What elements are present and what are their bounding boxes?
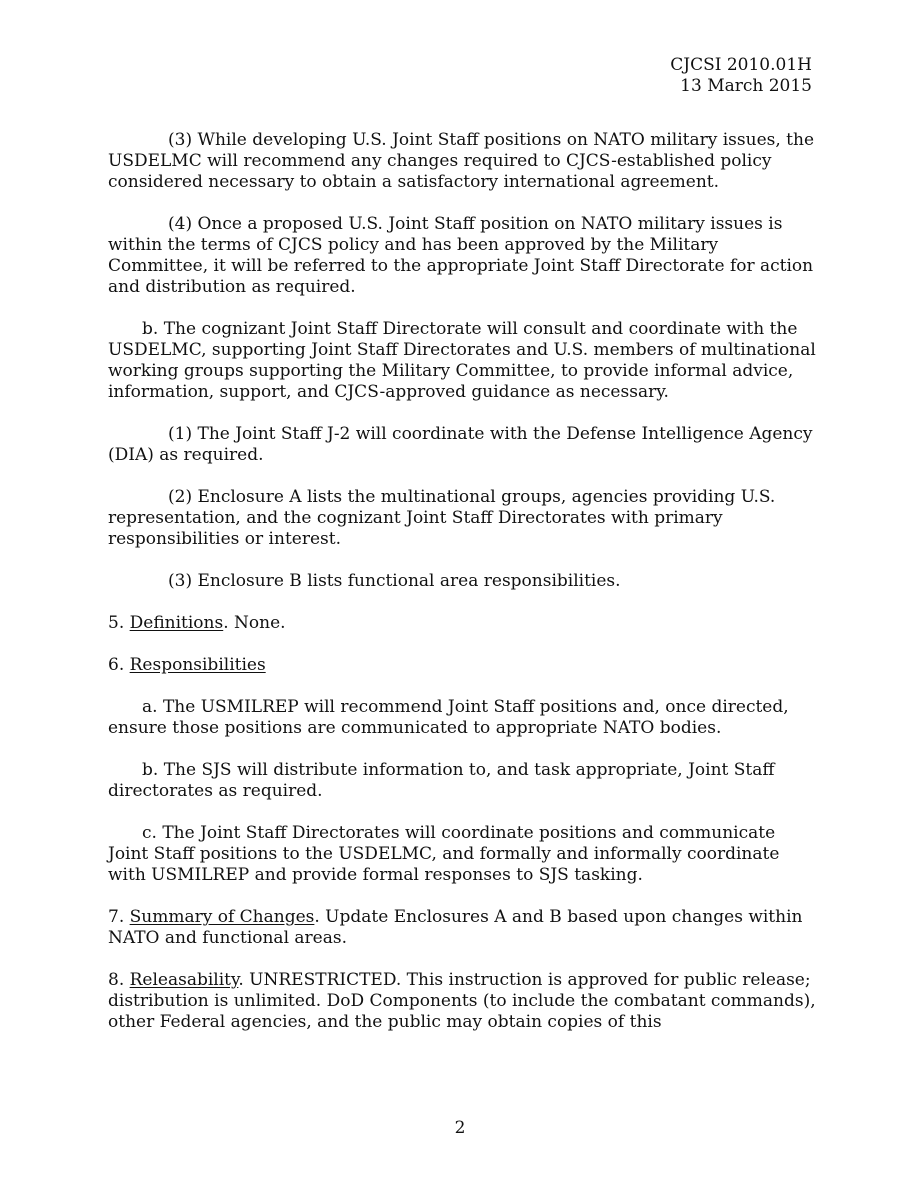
section-7-number: 7. [108, 907, 130, 927]
document-number: CJCSI 2010.01H [670, 55, 812, 75]
paragraph-6b: b. The SJS will distribute information to, and task appropriate, Joint Staff directorates as required. [108, 760, 775, 801]
section-5-text: . None. [223, 613, 286, 633]
document-body [108, 130, 820, 1054]
section-6-responsibilities [108, 655, 820, 676]
section-7-text: . Update Enclosures A and B based upon changes within NATO and functional areas. [108, 907, 803, 948]
section-8-releasability [108, 970, 820, 1033]
section-8-number: 8. [108, 970, 130, 990]
document-header [670, 55, 812, 97]
section-6-title: Responsibilities [129, 655, 266, 675]
paragraph-a4: (4) Once a proposed U.S. Joint Staff position on NATO military issues is within the terms of CJCS policy and has been approved by the Military Committee, it will be referred to the appropriate Joint Staff Directorate for action and distribution as required. [108, 214, 814, 297]
paragraph-6c: c. The Joint Staff Directorates will coordinate positions and communicate Joint Staff positions to the USDELMC, and formally and informally coordinate with USMILREP and provide formal responses to SJS tasking. [108, 823, 780, 885]
paragraph-b1: (1) The Joint Staff J-2 will coordinate with the Defense Intelligence Agency (DIA) as required. [108, 424, 813, 465]
section-8-text: . UNRESTRICTED. This instruction is approved for public release; distribution is unlimited. DoD Components (to include the combatant commands), other Federal agencies, and the public may obtain copies of this [108, 970, 816, 1032]
paragraph-b3: (3) Enclosure B lists functional area responsibilities. [168, 571, 621, 591]
paragraph-a3: (3) While developing U.S. Joint Staff positions on NATO military issues, the USDELMC will recommend any changes required to CJCS-established policy considered necessary to obtain a satisfactory international agreement. [108, 130, 815, 192]
section-5-number: 5. [108, 613, 130, 633]
paragraph-b2: (2) Enclosure A lists the multinational groups, agencies providing U.S. representation, and the cognizant Joint Staff Directorates with primary responsibilities or interest. [108, 487, 776, 549]
section-5-title: Definitions [129, 613, 224, 633]
section-5-definitions [108, 613, 820, 634]
document-date: 13 March 2015 [680, 76, 812, 96]
section-8-title: Releasability [129, 970, 239, 990]
page-number: 2 [454, 1118, 466, 1138]
section-7-title: Summary of Changes [129, 907, 315, 927]
section-7-summary [108, 907, 820, 949]
paragraph-6a: a. The USMILREP will recommend Joint Staff positions and, once directed, ensure those positions are communicated to appropriate NATO bodies. [108, 697, 789, 738]
section-6-number: 6. [108, 655, 130, 675]
paragraph-b: b. The cognizant Joint Staff Directorate will consult and coordinate with the USDELMC, supporting Joint Staff Directorates and U.S. members of multinational working groups supporting the Military Committee, to provide informal advice, information, support, and CJCS-approved guidance as necessary. [108, 319, 816, 402]
